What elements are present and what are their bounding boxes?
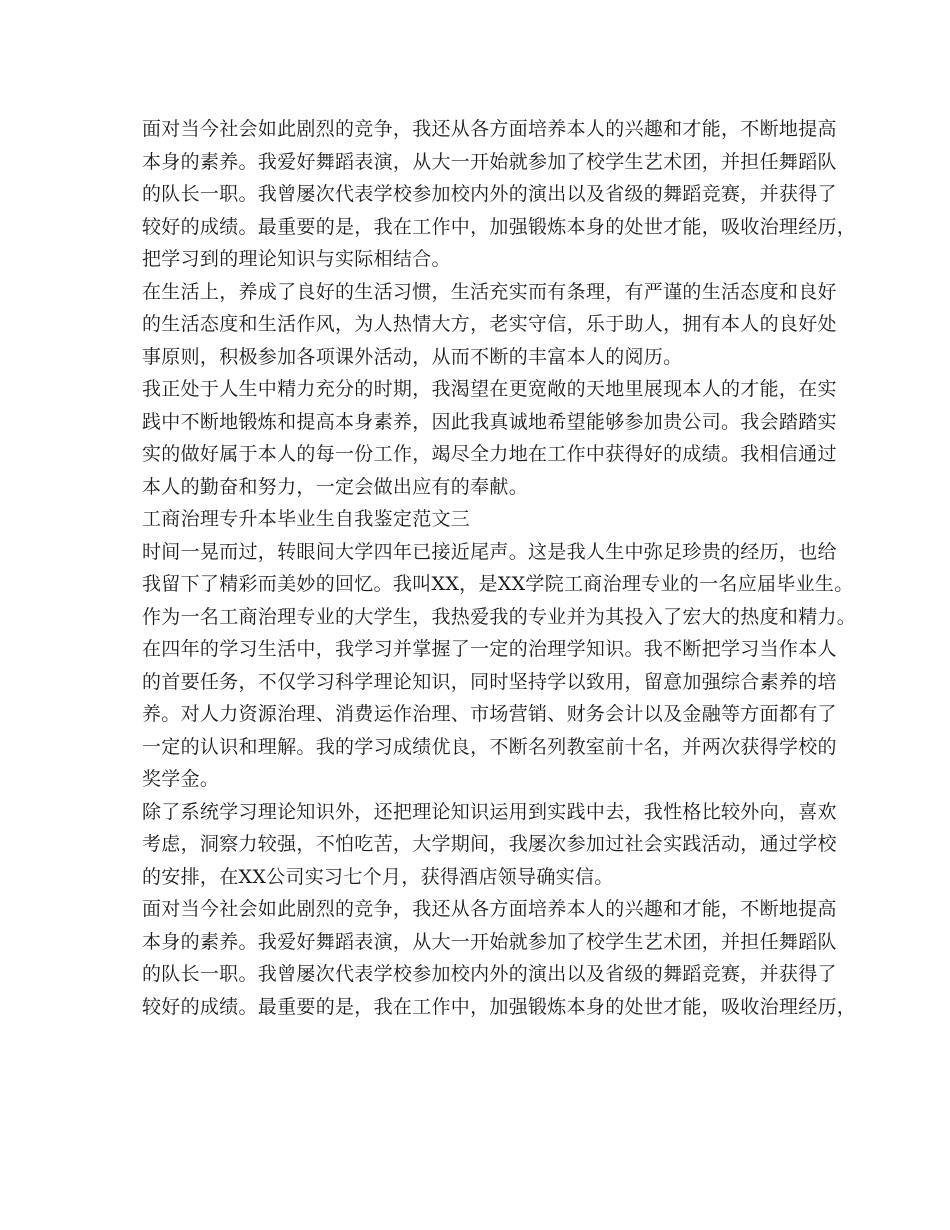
text-line: 除了系统学习理论知识外，还把理论知识运用到实践中去，我性格比较外向，喜欢: [142, 800, 837, 823]
text-line: 事原则，积极参加各项课外活动，从而不断的丰富本人的阅历。: [142, 345, 683, 368]
text-line: 奖学金。: [142, 768, 220, 790]
text-line: 面对当今社会如此剧烈的竞争，我还从各方面培养本人的兴趣和才能，不断地提高: [142, 118, 837, 140]
text-line: 的安排，在XX公司实习七个月，获得酒店领导确实信。: [142, 865, 614, 888]
text-line: 本身的素养。我爱好舞蹈表演，从大一开始就参加了校学生艺术团，并担任舞蹈队: [142, 930, 837, 953]
document-body: [142, 113, 857, 1023]
section-heading: 工商治理专升本毕业生自我鉴定范文三: [142, 508, 471, 530]
text-line: 较好的成绩。最重要的是，我在工作中，加强锻炼本身的处世才能，吸收治理经历，: [142, 215, 857, 238]
text-line: 时间一晃而过，转眼间大学四年已接近尾声。这是我人生中弥足珍贵的经历，也给: [142, 540, 837, 563]
text-line: 考虑，洞察力较强，不怕吃苦，大学期间，我屡次参加过社会实践活动，通过学校: [142, 833, 837, 855]
text-line: 我留下了精彩而美妙的回忆。我叫XX，是XX学院工商治理专业的一名应届毕业生。: [142, 573, 854, 595]
text-line: 践中不断地锻炼和提高本身素养，因此我真诚地希望能够参加贵公司。我会踏踏实: [142, 410, 837, 433]
text-line: 养。对人力资源治理、消费运作治理、市场营销、财务会计以及金融等方面都有了: [142, 703, 837, 725]
text-line: 本人的勤奋和努力，一定会做出应有的奉献。: [142, 475, 529, 498]
text-line: 的队长一职。我曾屡次代表学校参加校内外的演出以及省级的舞蹈竞赛，并获得了: [142, 183, 837, 205]
text-line: 的生活态度和生活作风，为人热情大方，老实守信，乐于助人，拥有本人的良好处: [142, 313, 837, 335]
text-line: 一定的认识和理解。我的学习成绩优良，不断名列教室前十名，并两次获得学校的: [142, 735, 837, 758]
text-line: 我正处于人生中精力充分的时期，我渴望在更宽敞的天地里展现本人的才能，在实: [142, 378, 837, 400]
text-line: 的队长一职。我曾屡次代表学校参加校内外的演出以及省级的舞蹈竞赛，并获得了: [142, 963, 837, 985]
text-line: 在生活上，养成了良好的生活习惯，生活充实而有条理，有严谨的生活态度和良好: [142, 280, 837, 303]
text-line: 把学习到的理论知识与实际相结合。: [142, 248, 451, 270]
text-line: 较好的成绩。最重要的是，我在工作中，加强锻炼本身的处世才能，吸收治理经历，: [142, 995, 857, 1018]
text-line: 本身的素养。我爱好舞蹈表演，从大一开始就参加了校学生艺术团，并担任舞蹈队: [142, 150, 837, 173]
text-line: 作为一名工商治理专业的大学生，我热爱我的专业并为其投入了宏大的热度和精力。: [142, 605, 857, 628]
text-line: 面对当今社会如此剧烈的竞争，我还从各方面培养本人的兴趣和才能，不断地提高: [142, 898, 837, 920]
text-line: 的首要任务，不仅学习科学理论知识，同时坚持学以致用，留意加强综合素养的培: [142, 670, 837, 693]
text-line: 在四年的学习生活中，我学习并掌握了一定的治理学知识。我不断把学习当作本人: [142, 638, 837, 660]
text-line: 实的做好属于本人的每一份工作，竭尽全力地在工作中获得好的成绩。我相信通过: [142, 443, 837, 465]
